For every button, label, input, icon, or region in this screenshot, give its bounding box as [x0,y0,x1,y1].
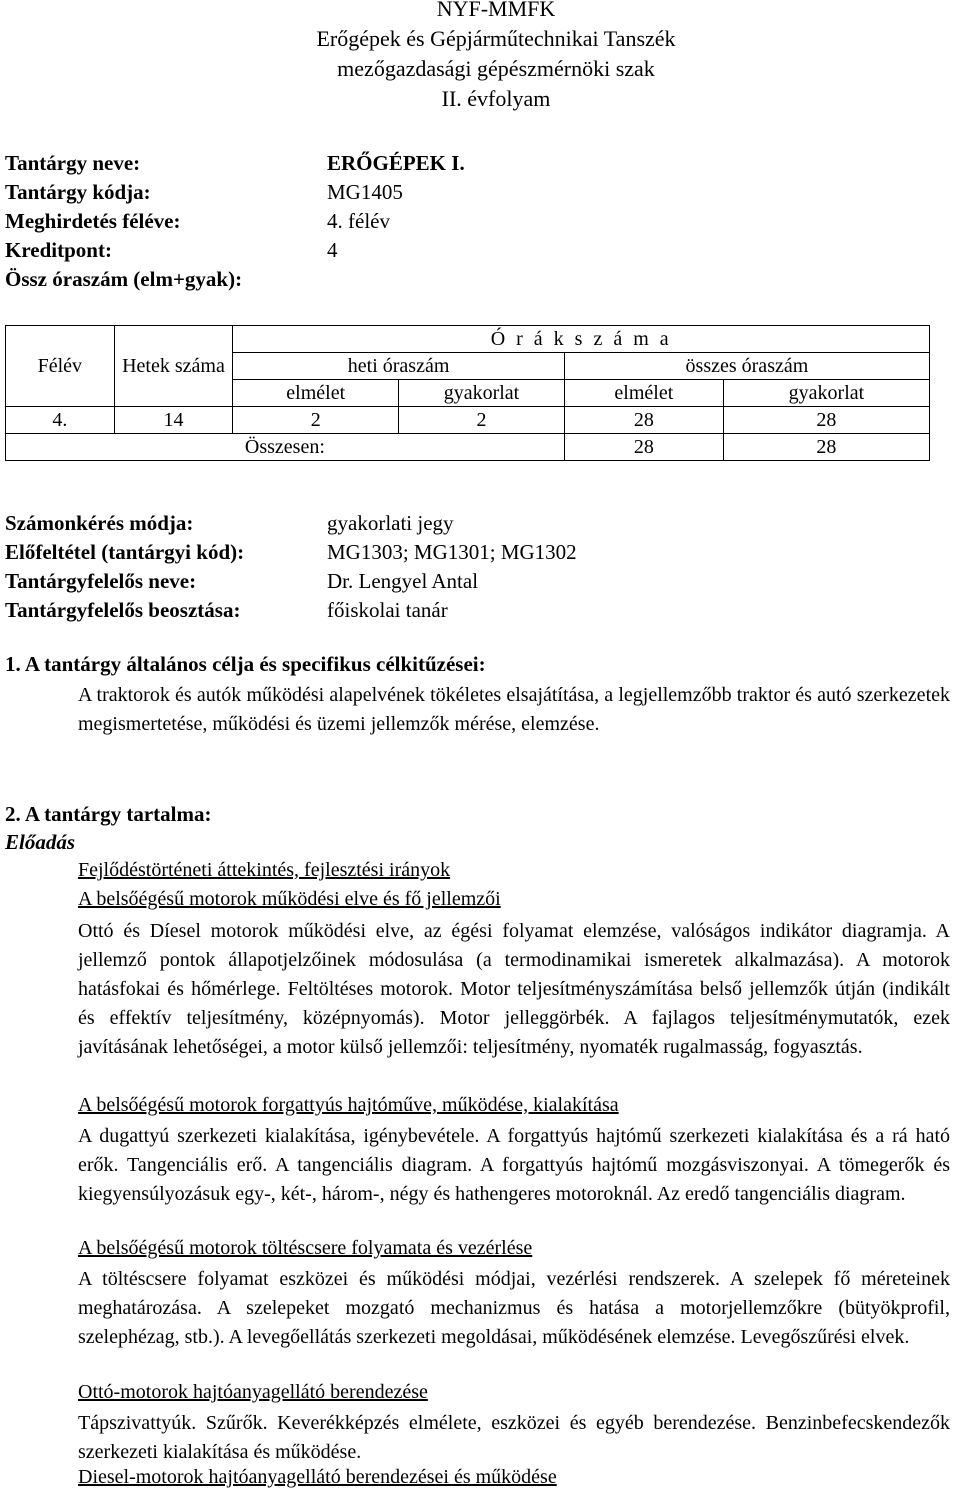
cell-felev: 4. [6,407,115,434]
document-header [0,0,960,114]
cell-heti-elmelet: 2 [233,407,399,434]
table-total-row [6,434,930,461]
header-elmelet-osszes: elmélet [564,380,723,407]
credit-value: 4 [327,238,338,262]
header-gyakorlat-osszes: gyakorlat [723,380,929,407]
table-row [6,407,930,434]
prereq-label: Előfeltétel (tantárgyi kód): [5,540,245,564]
total-label: Összesen: [6,434,565,461]
cell-osszes-gyakorlat: 28 [723,407,929,434]
topic-principles: A belsőégésű motorok működési elve és fő jellemzői [78,888,501,910]
cell-heti-gyakorlat: 2 [399,407,565,434]
header-hetek: Hetek száma [114,326,233,407]
topic-crank-drive: A belsőégésű motorok forgattyús hajtóműve, működése, kialakítása [78,1094,619,1116]
faculty-name: NYF-MMFK [436,0,556,21]
course-code-label: Tantárgy kódja: [5,180,151,204]
header-orak-szama: Ó r á k s z á m a [233,326,930,353]
responsible-label: Tantárgyfelelős neve: [5,569,197,593]
total-hours-label: Össz óraszám (elm+gyak): [5,267,243,291]
semester-value: 4. félév [327,209,390,233]
header-osszes-oraszam: összes óraszám [564,353,929,380]
topic-principles-text: Ottó és Díesel motorok működési elve, az égési folyamat elemzése, valóságos indikátor diagramja. A jellemző pontok állapotjelzőinek módosulása (a termodinamikai ismeretek alkalmazása). A motorok hatásfokai és hőmérlege. Feltöltéses motorok. Motor teljesítményszámítása belső jellemzők útján (indikált és effektív teljesítmény, középnyomás). Motor jelleggörbék. A fajlagos teljesítménymutatók, ezek javításának lehetőségei, a motor külső jellemzői: teljesítmény, nyomaték rugalmasság, fogyasztás. [78,920,950,1058]
program-name: mezőgazdasági gépészmérnöki szak [337,56,655,81]
hours-table [5,325,930,461]
course-name-label: Tantárgy neve: [5,151,141,175]
department-name: Erőgépek és Gépjárműtechnikai Tanszék [316,26,676,51]
header-elmelet-heti: elmélet [233,380,399,407]
prereq-value: MG1303; MG1301; MG1302 [327,540,577,564]
topic-diesel-fuel: Diesel-motorok hajtóanyagellátó berendezései és működése [78,1466,557,1488]
topic-gas-exchange: A belsőégésű motorok töltéscsere folyamata és vezérlése [78,1237,533,1259]
position-value: főiskolai tanár [327,598,448,622]
header-heti-oraszam: heti óraszám [233,353,565,380]
section1-title: 1. A tantárgy általános célja és specifikus célkitűzései: [5,652,486,676]
exam-label: Számonkérés módja: [5,511,194,535]
section1-text: A traktorok és autók működési alapelvének tökéletes elsajátítása, a legjellemzőbb traktor és autó szerkezetek megismertetése, működési és üzemi jellemzők mérése, elemzése. [78,684,950,735]
header-gyakorlat-heti: gyakorlat [399,380,565,407]
year-label: II. évfolyam [441,86,551,111]
course-code: MG1405 [327,180,403,204]
exam-value: gyakorlati jegy [327,511,454,535]
course-name: ERŐGÉPEK I. [327,151,465,175]
semester-label: Meghirdetés féléve: [5,209,181,233]
section2-title: 2. A tantárgy tartalma: [5,802,212,826]
cell-osszes-elmelet: 28 [564,407,723,434]
header-felev: Félév [6,326,115,407]
topic-gas-exchange-text: A töltéscsere folyamat eszközei és működési módjai, vezérlési rendszerek. A szelepek fő méreteinek meghatározása. A szelepeket mozgató mechanizmus és hatása a motorjellemzőkre (bütyökprofil, szelephézag, stb.). A levegőellátás szerkezeti megoldásai, működésének elemzése. Levegőszűrési elvek. [78,1268,950,1348]
topic-crank-drive-text: A dugattyú szerkezeti kialakítása, igénybevétele. A forgattyús hajtómű szerkezeti kialakítása és a rá ható erők. Tangenciális erő. A tangenciális diagram. A forgattyús hajtómű mozgásviszonyai. A tömegerők és kiegyensúlyozásuk egy-, két-, három-, négy és hathengeres motoroknál. Az eredő tangenciális diagram. [78,1125,950,1205]
total-elmelet: 28 [564,434,723,461]
responsible-value: Dr. Lengyel Antal [327,569,479,593]
topic-history: Fejlődéstörténeti áttekintés, fejlesztési irányok [78,859,451,881]
position-label: Tantárgyfelelős beosztása: [5,598,241,622]
lecture-subheading: Előadás [5,830,76,854]
topic-otto-fuel: Ottó-motorok hajtóanyagellátó berendezése [78,1381,428,1403]
cell-hetek: 14 [114,407,233,434]
credit-label: Kreditpont: [5,238,112,262]
topic-otto-fuel-text: Tápszivattyúk. Szűrők. Keverékképzés elmélete, eszközei és egyéb berendezése. Benzinbefecskendezők szerkezeti kialakítása és működése. [78,1412,950,1463]
total-gyakorlat: 28 [723,434,929,461]
